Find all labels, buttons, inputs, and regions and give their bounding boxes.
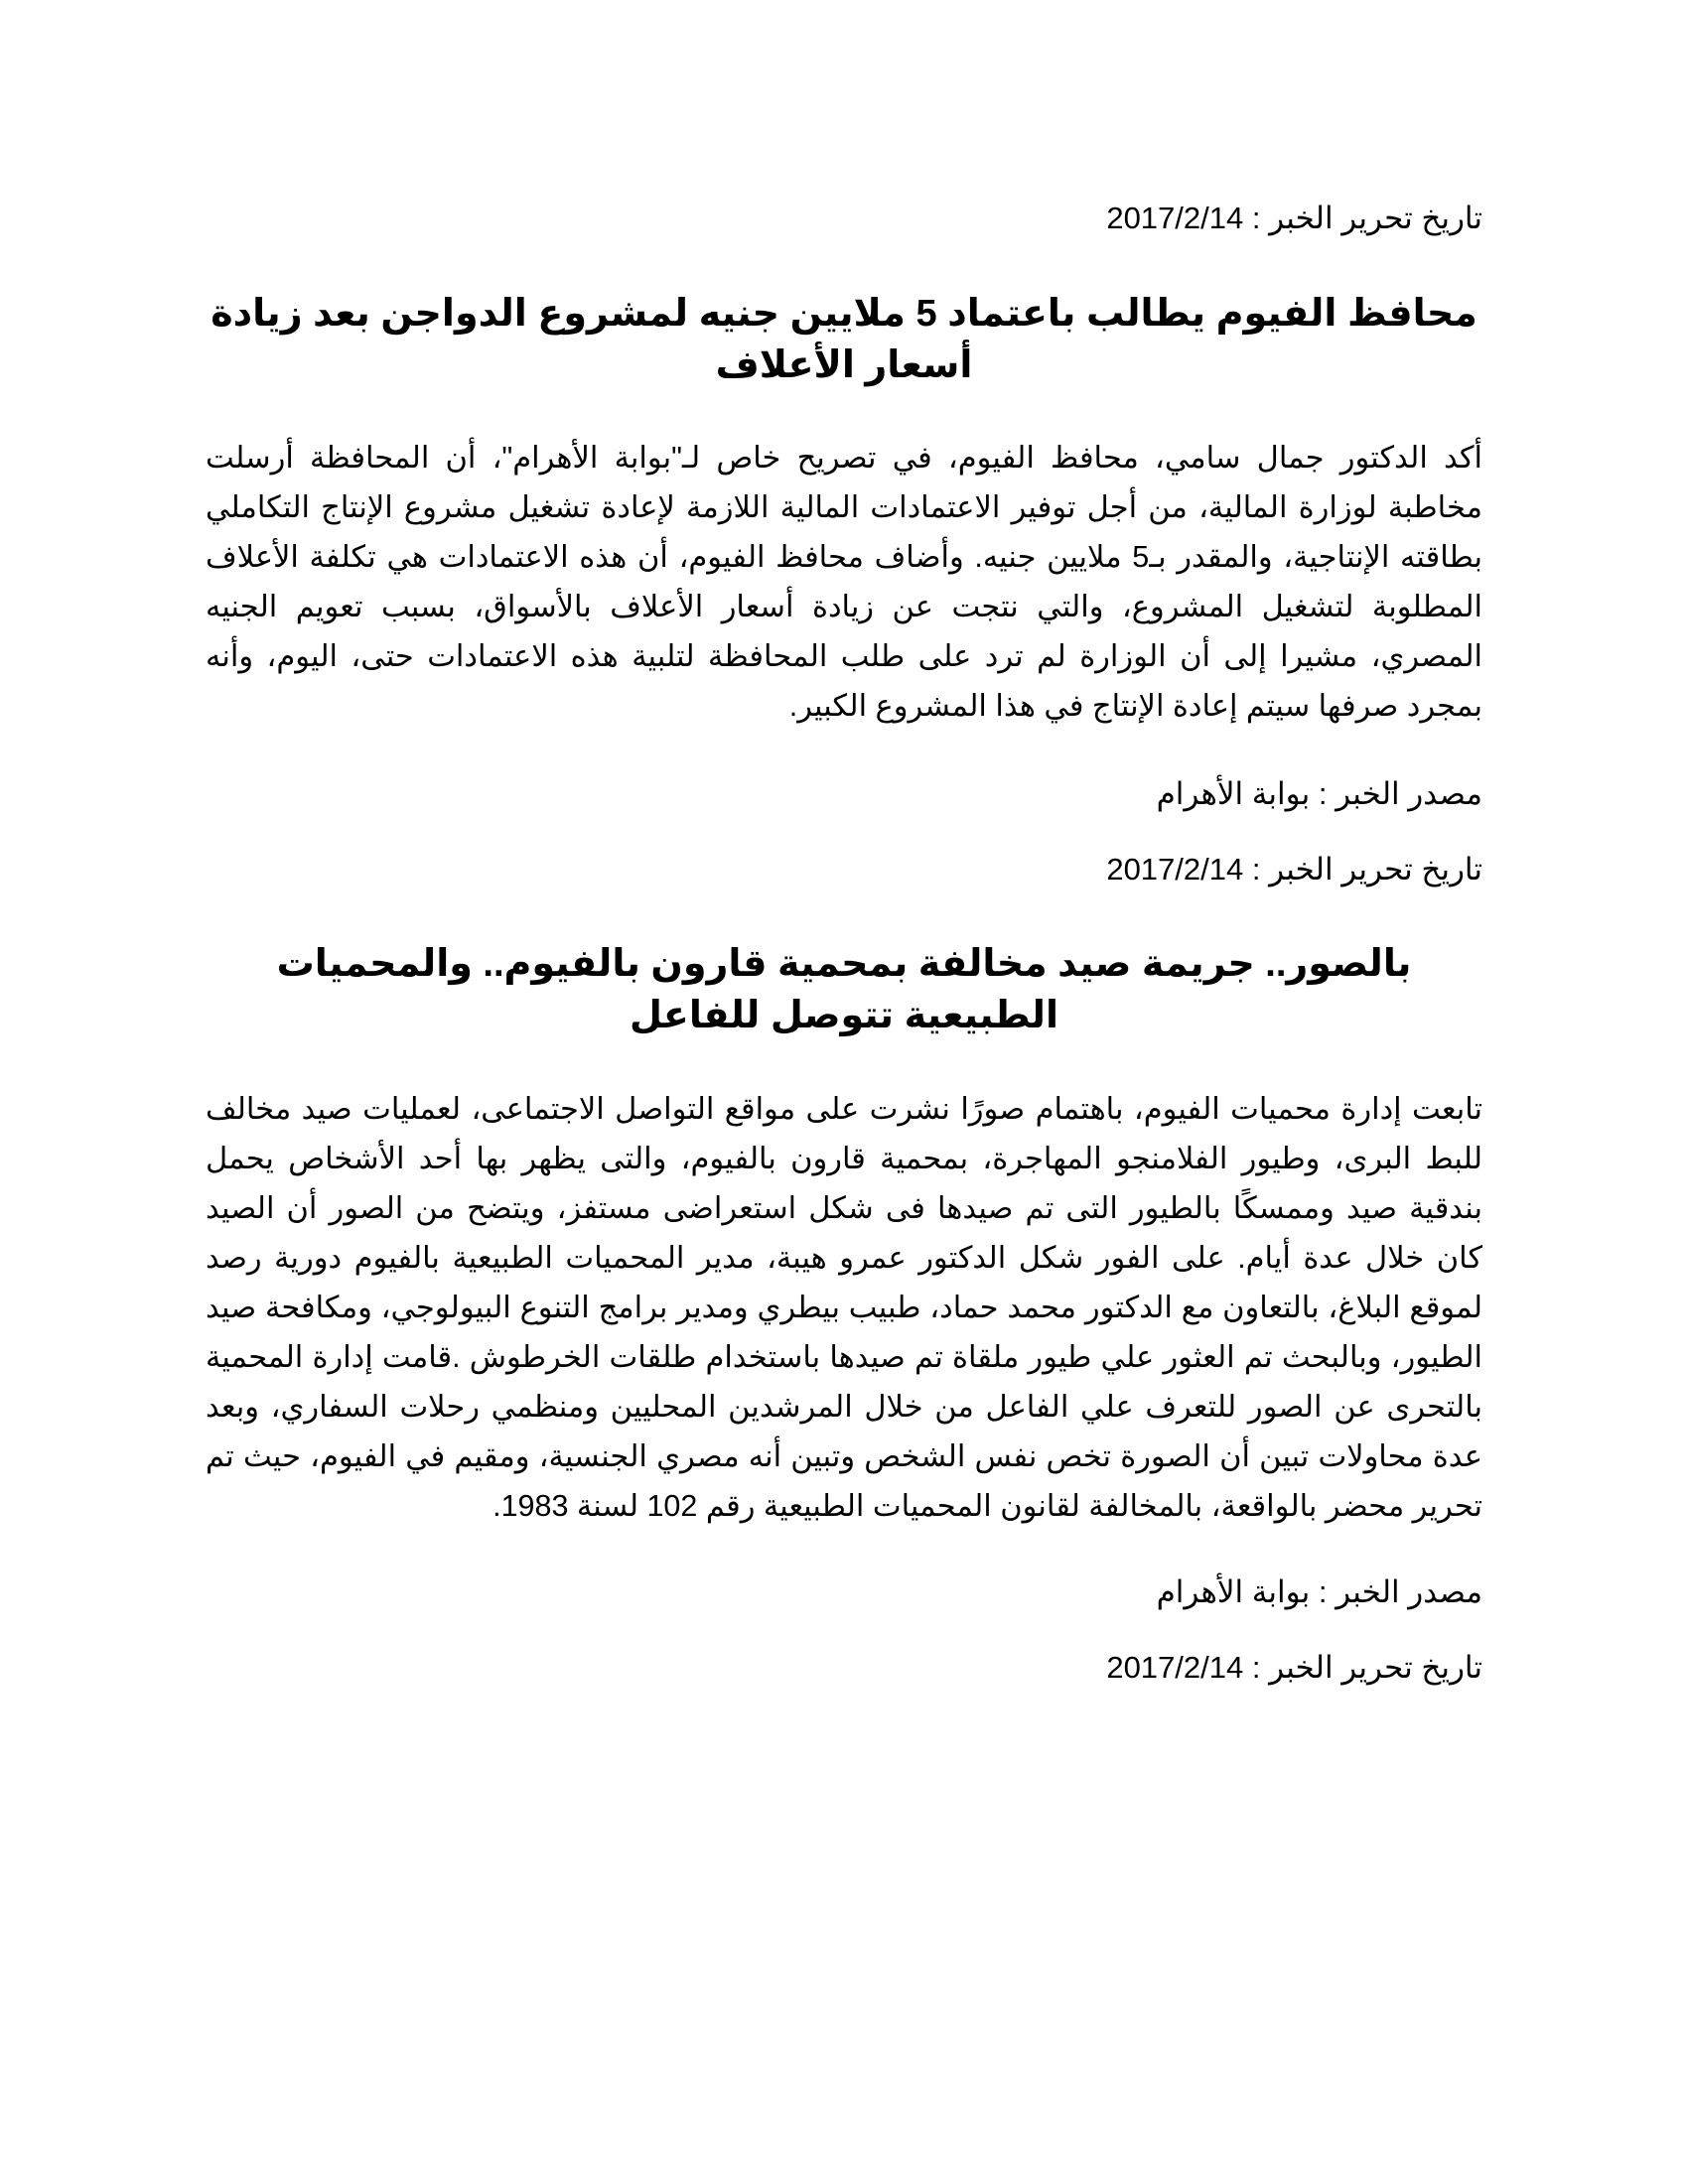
article-2-headline: بالصور.. جريمة صيد مخالفة بمحمية قارون بالفيوم.. والمحميات الطبيعية تتوصل للفاعل — [276, 943, 1412, 1036]
article-2-date: تاريخ تحرير الخبر : 2017/2/14 — [1106, 852, 1482, 887]
article-2-source: مصدر الخبر : بوابة الأهرام — [1156, 1574, 1482, 1609]
article-1-body: أكد الدكتور جمال سامي، محافظ الفيوم، في تصريح خاص لـ"بوابة الأهرام"، أن المحافظة أرسلت مخاطبة لوزارة المالية، من أجل توفير الاعتمادات المالية اللازمة لإعادة تشغيل مشروع الإنتاج التكاملي بطاقته الإنتاجية، والمقدر بـ5 ملايين جنيه. وأضاف محافظ الفيوم، أن هذه الاعتمادات هي تكلفة الأعلاف المطلوبة لتشغيل المشروع، والتي نتجت عن زيادة أسعار الأعلاف بالأسواق، بسبب تعويم الجنيه المصري، مشيرا إلى أن الوزارة لم ترد على طلب المحافظة لتلبية هذه الاعتمادات حتى، اليوم، وأنه بمجرد صرفها سيتم إعادة الإنتاج في هذا المشروع الكبير. — [206, 441, 1482, 723]
article-2-body: تابعت إدارة محميات الفيوم، باهتمام صورًا نشرت على مواقع التواصل الاجتماعى، لعمليات صيد مخالف للبط البرى، وطيور الفلامنجو المهاجرة، بمحمية قارون بالفيوم، والتى يظهر بها أحد الأشخاص يحمل بندقية صيد وممسكًا بالطيور التى تم صيدها فى شكل استعراضى مستفز، ويتضح من الصور أن الصيد كان خلال عدة أيام. على الفور شكل الدكتور عمرو هيبة، مدير المحميات الطبيعية بالفيوم دورية رصد لموقع البلاغ، بالتعاون مع الدكتور محمد حماد، طبيب بيطري ومدير برامج التنوع البيولوجي، ومكافحة صيد الطيور، وبالبحث تم العثور علي طيور ملقاة تم صيدها باستخدام طلقات الخرطوش .قامت إدارة المحمية بالتحرى عن الصور للتعرف علي الفاعل من خلال المرشدين المحليين ومنظمي رحلات السفاري، وبعد عدة محاولات تبين أن الصورة تخص نفس الشخص وتبين أنه مصري الجنسية، ومقيم في الفيوم، حيث تم تحرير محضر بالواقعة، بالمخالفة لقانون المحميات الطبيعية رقم 102 لسنة 1983. — [206, 1092, 1482, 1523]
article-1-source: مصدر الخبر : بوابة الأهرام — [1156, 776, 1482, 811]
trailing-date: تاريخ تحرير الخبر : 2017/2/14 — [1106, 1650, 1482, 1685]
article-1-headline: محافظ الفيوم يطالب باعتماد 5 ملايين جنيه لمشروع الدواجن بعد زيادة أسعار الأعلاف — [211, 293, 1477, 386]
article-1-date: تاريخ تحرير الخبر : 2017/2/14 — [1106, 201, 1482, 235]
